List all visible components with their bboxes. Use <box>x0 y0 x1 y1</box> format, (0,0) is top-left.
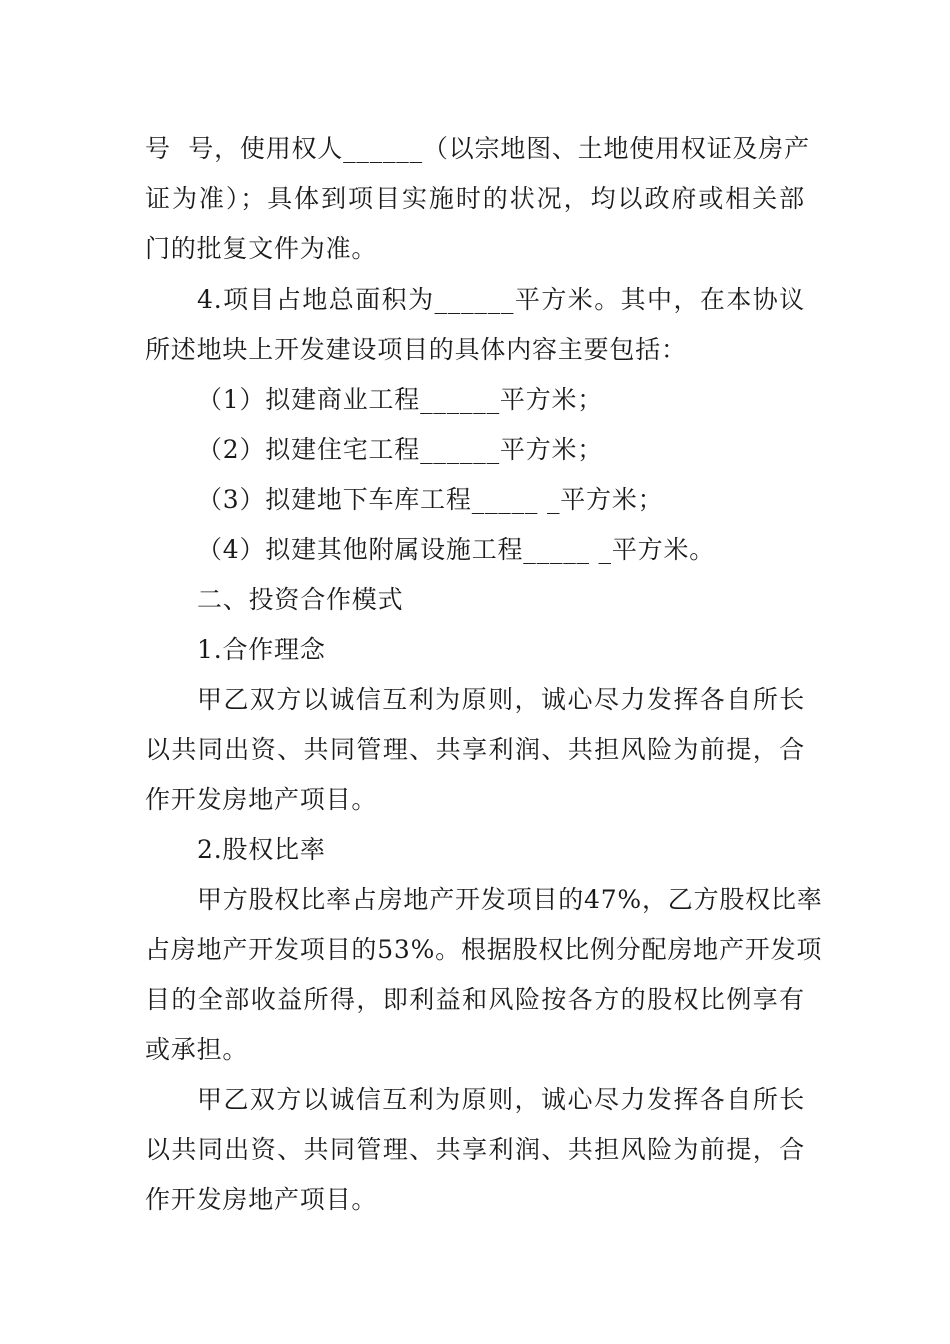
text-line: 作开发房地产项目。 <box>145 785 378 814</box>
text-line: 占房地产开发项目的53%。根据股权比例分配房地产开发项 <box>145 935 823 964</box>
text-line: 号 号，使用权人______（以宗地图、土地使用权证及房产 <box>145 134 810 163</box>
text-line: 作开发房地产项目。 <box>145 1185 378 1214</box>
list-item: （2）拟建住宅工程______平方米； <box>197 435 604 464</box>
text-line: 以共同出资、共同管理、共享利润、共担风险为前提，合 <box>145 1135 805 1164</box>
text-line: 所述地块上开发建设项目的具体内容主要包括： <box>145 335 687 364</box>
text-line: 以共同出资、共同管理、共享利润、共担风险为前提，合 <box>145 735 805 764</box>
subsection-heading: 2.股权比率 <box>197 835 326 864</box>
text-line: 甲方股权比率占房地产开发项目的47%，乙方股权比率 <box>197 885 823 914</box>
section-heading: 二、投资合作模式 <box>197 585 404 614</box>
text-line: 目的全部收益所得，即利益和风险按各方的股权比例享有 <box>145 985 805 1014</box>
text-line: 或承担。 <box>145 1035 249 1064</box>
text-line: 甲乙双方以诚信互利为原则，诚心尽力发挥各自所长 <box>197 685 805 714</box>
text-line: 甲乙双方以诚信互利为原则，诚心尽力发挥各自所长 <box>197 1085 805 1114</box>
subsection-heading: 1.合作理念 <box>197 635 326 664</box>
text-line: 门的批复文件为准。 <box>145 234 378 263</box>
text-line: 证为准）；具体到项目实施时的状况，均以政府或相关部 <box>145 184 805 213</box>
text-line: 4.项目占地总面积为______平方米。其中，在本协议 <box>197 285 805 314</box>
list-item: （4）拟建其他附属设施工程_____ _平方米。 <box>197 535 716 564</box>
list-item: （1）拟建商业工程______平方米； <box>197 385 604 414</box>
list-item: （3）拟建地下车库工程_____ _平方米； <box>197 485 664 514</box>
